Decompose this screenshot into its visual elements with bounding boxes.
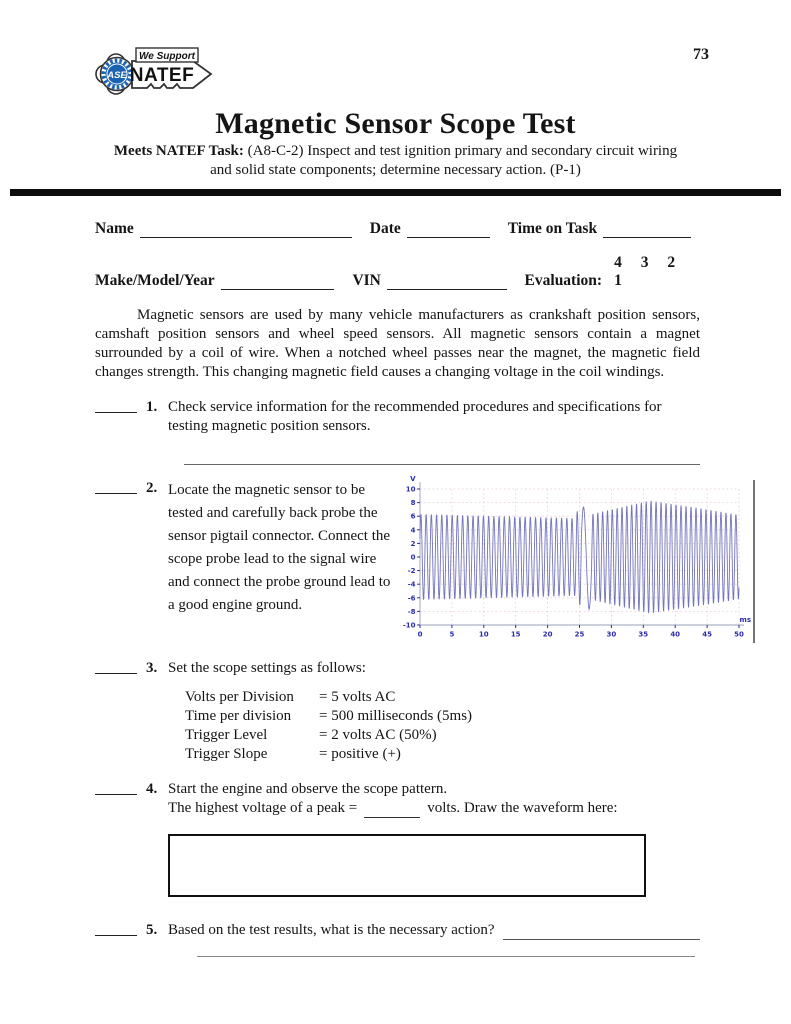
- page-number: 73: [693, 46, 709, 63]
- form-row-1: [95, 220, 700, 238]
- setting-value: = 500 milliseconds (5ms): [319, 708, 473, 724]
- item5-answer-line-2: [197, 956, 695, 957]
- svg-text:50: 50: [734, 630, 744, 639]
- svg-text:10: 10: [478, 630, 489, 639]
- task-item-3: [95, 659, 700, 678]
- scope-settings-list: [185, 688, 700, 764]
- scope-chart: [403, 475, 763, 651]
- item1-text: Check service information for the recommended procedures and specifications for testing magnetic position sensors.: [168, 399, 662, 434]
- setting-label: Volts per Division: [185, 689, 294, 705]
- vin-blank: [387, 273, 507, 290]
- make-model-year-label: Make/Model/Year: [95, 272, 215, 289]
- svg-text:-2: -2: [407, 567, 416, 576]
- setting-row-trigger-level: [185, 726, 700, 745]
- item2-text: Locate the magnetic sensor to be tested and carefully back probe the sensor pigtail connector. Connect the scope probe lead to the signal wire and connect the probe ground lead to a good engine ground.: [168, 482, 391, 613]
- natef-task-text1: (A8-C-2) Inspect and test ignition primary and secondary circuit wiring: [247, 143, 678, 159]
- logo-main-text: NATEF: [129, 65, 195, 86]
- item2-number: 2.: [146, 480, 158, 496]
- setting-row-time: [185, 707, 700, 726]
- item3-number: 3.: [146, 660, 158, 676]
- logo-top-text: We Support: [139, 51, 195, 62]
- svg-text:25: 25: [574, 630, 585, 639]
- svg-text:4: 4: [410, 526, 416, 535]
- item2-check-blank: [95, 479, 137, 494]
- item3-text: Set the scope settings as follows:: [168, 660, 366, 676]
- svg-text:-8: -8: [407, 607, 416, 616]
- svg-text:6: 6: [410, 512, 416, 521]
- setting-label: Time per division: [185, 708, 292, 724]
- x-axis-unit: ms: [739, 616, 751, 624]
- date-blank: [407, 221, 490, 238]
- peak-voltage-blank: [364, 803, 420, 818]
- time-on-task-blank: [603, 221, 691, 238]
- svg-text:15: 15: [510, 630, 521, 639]
- svg-text:-6: -6: [407, 594, 416, 603]
- item4-line2: [168, 799, 700, 818]
- item5-check-blank: [95, 921, 137, 936]
- task-item-4: [95, 780, 700, 818]
- svg-text:5: 5: [449, 630, 455, 639]
- item4-check-blank: [95, 780, 137, 795]
- setting-label: Trigger Slope: [185, 746, 268, 762]
- item5-text: Based on the test results, what is the necessary action?: [168, 922, 495, 938]
- item5-row: [168, 921, 700, 940]
- setting-value: = 5 volts AC: [319, 689, 396, 705]
- evaluation-label: Evaluation:: [524, 272, 603, 289]
- svg-text:2: 2: [410, 539, 416, 548]
- y-axis-unit: V: [410, 475, 416, 483]
- svg-text:10: 10: [405, 485, 416, 494]
- item4-text: [168, 780, 700, 818]
- natef-task-line1: [0, 142, 791, 161]
- intro-paragraph: Magnetic sensors are used by many vehicle manufacturers as crankshaft position sensors, camshaft position sensors and wheel speed sensors. All magnetic sensors contain a magnet surrounded by a coil of wire. When a notched wheel passes near the magnet, the magnetic field changes strength. This changing magnetic field causes a changing voltage in the coil windings.: [95, 307, 700, 380]
- waveform-drawing-box: [168, 834, 646, 897]
- svg-text:-4: -4: [407, 580, 416, 589]
- svg-text:8: 8: [410, 499, 416, 508]
- setting-label: Trigger Level: [185, 727, 268, 743]
- logo-badge-text: ASE: [107, 70, 127, 81]
- vin-label: VIN: [352, 272, 381, 289]
- svg-text:0: 0: [417, 630, 423, 639]
- setting-row-volts: [185, 688, 700, 707]
- svg-text:0: 0: [410, 553, 416, 562]
- form-row-2: [95, 254, 700, 290]
- svg-text:30: 30: [606, 630, 617, 639]
- task-item-1: [95, 398, 700, 436]
- item3-check-blank: [95, 659, 137, 674]
- item4-line1: Start the engine and observe the scope pattern.: [168, 781, 448, 797]
- make-model-year-blank: [221, 273, 335, 290]
- svg-text:-10: -10: [403, 621, 416, 630]
- scope-chart-wrap: [403, 475, 763, 657]
- evaluation-scale: 4 3 2 1: [614, 254, 676, 289]
- item1-number: 1.: [146, 399, 158, 415]
- setting-value: = 2 volts AC (50%): [319, 727, 437, 743]
- item5-answer-line-1: [503, 925, 700, 940]
- time-on-task-label: Time on Task: [507, 220, 598, 237]
- name-label: Name: [95, 220, 134, 237]
- natef-task-label: Meets NATEF Task:: [113, 143, 244, 159]
- page-title: Magnetic Sensor Scope Test: [215, 107, 576, 140]
- item5-number: 5.: [146, 922, 158, 938]
- svg-text:45: 45: [702, 630, 712, 639]
- svg-text:40: 40: [670, 630, 681, 639]
- date-label: Date: [369, 220, 401, 237]
- item4-line2-suffix: volts. Draw the waveform here:: [427, 800, 618, 816]
- item4-number: 4.: [146, 781, 158, 797]
- divider-rule: [10, 189, 781, 196]
- name-blank: [140, 221, 352, 238]
- task-item-5: [95, 921, 700, 940]
- svg-text:20: 20: [542, 630, 553, 639]
- item4-line2-prefix: The highest voltage of a peak =: [168, 800, 358, 816]
- natef-task-line2: and solid state components; determine necessary action. (P-1): [210, 162, 581, 178]
- item1-check-blank: [95, 398, 137, 413]
- svg-text:35: 35: [638, 630, 649, 639]
- setting-row-trigger-slope: [185, 745, 700, 764]
- item1-answer-line: [184, 464, 700, 465]
- body-column: [95, 220, 751, 957]
- setting-value: = positive (+): [319, 746, 401, 762]
- task-item-2: [95, 475, 775, 657]
